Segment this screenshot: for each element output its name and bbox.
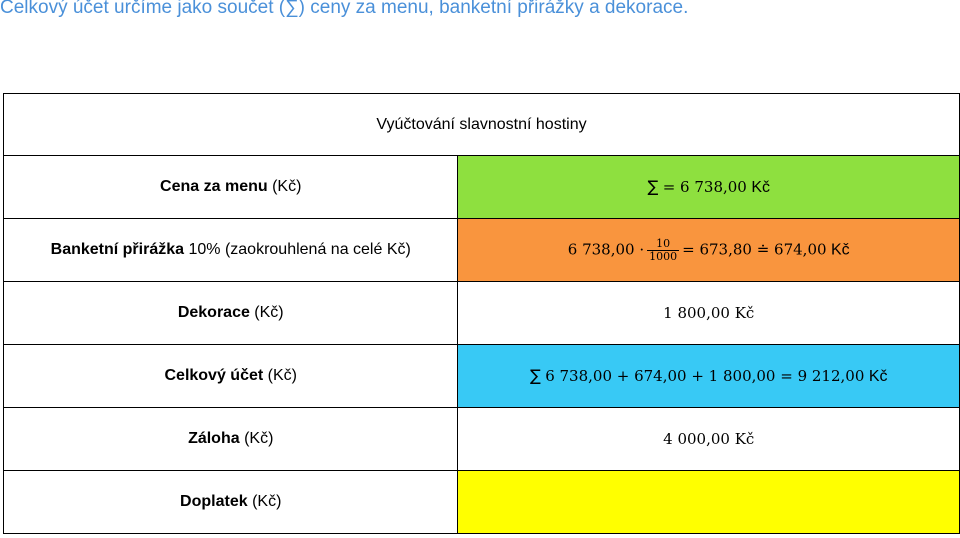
menu-price-formula: = 6 738,00 (662, 178, 747, 196)
table-row-menu (4, 156, 960, 219)
surcharge-base: 6 738,00 · (567, 240, 645, 259)
label-balance-rest: (Kč) (247, 493, 282, 510)
table-row-surcharge (4, 219, 960, 282)
label-total-bold: Celkový účet (164, 367, 264, 384)
label-deposit (4, 408, 458, 471)
surcharge-result: = 673,80 ≐ 674,00 (682, 240, 827, 259)
table-title: Vyúčtování slavnostní hostiny (4, 94, 960, 156)
label-deposit-rest: (Kč) (239, 430, 274, 447)
page-heading: Celkový účet určíme jako součet (∑) ceny za menu, banketní přirážky a dekorace. (0, 0, 689, 18)
surcharge-fraction (647, 238, 679, 263)
table-row-total (4, 345, 960, 408)
label-total-rest: (Kč) (263, 367, 297, 384)
decoration-amount: 1 800,00 Kč (663, 303, 755, 322)
label-decoration-bold: Dekorace (177, 304, 250, 321)
total-unit: Kč (868, 368, 888, 385)
label-menu-price (4, 156, 458, 219)
total-formula: 6 738,00 + 674,00 + 1 800,00 = 9 212,00 (545, 367, 865, 385)
label-surcharge-rest: 10% (zaokrouhlená na celé Kč) (184, 241, 411, 258)
value-total (458, 345, 960, 408)
value-decoration (458, 282, 960, 345)
table-title-row (4, 94, 960, 156)
table-row-balance (4, 471, 960, 534)
label-menu-price-bold: Cena za menu (160, 178, 268, 195)
value-balance (458, 471, 960, 534)
label-balance-bold: Doplatek (180, 493, 248, 510)
value-surcharge (458, 219, 960, 282)
label-menu-price-rest: (Kč) (267, 178, 302, 195)
label-decoration-rest: (Kč) (249, 304, 284, 321)
label-surcharge-bold: Banketní přirážka (50, 241, 185, 258)
fraction-numerator: 10 (647, 238, 679, 251)
fraction-denominator: 1000 (649, 249, 678, 263)
label-balance (4, 471, 458, 534)
sigma-symbol-total: ∑ (529, 366, 541, 385)
sigma-symbol: ∑ (647, 177, 659, 196)
table-row-deposit (4, 408, 960, 471)
table-row-decoration (4, 282, 960, 345)
menu-price-unit: Kč (751, 179, 770, 196)
value-menu-price (458, 156, 960, 219)
value-deposit (458, 408, 960, 471)
deposit-amount: 4 000,00 Kč (663, 429, 755, 448)
label-decoration (4, 282, 458, 345)
label-surcharge (4, 219, 458, 282)
billing-table (3, 93, 960, 534)
surcharge-unit: Kč (831, 241, 850, 259)
label-deposit-bold: Záloha (188, 430, 240, 447)
label-total (4, 345, 458, 408)
